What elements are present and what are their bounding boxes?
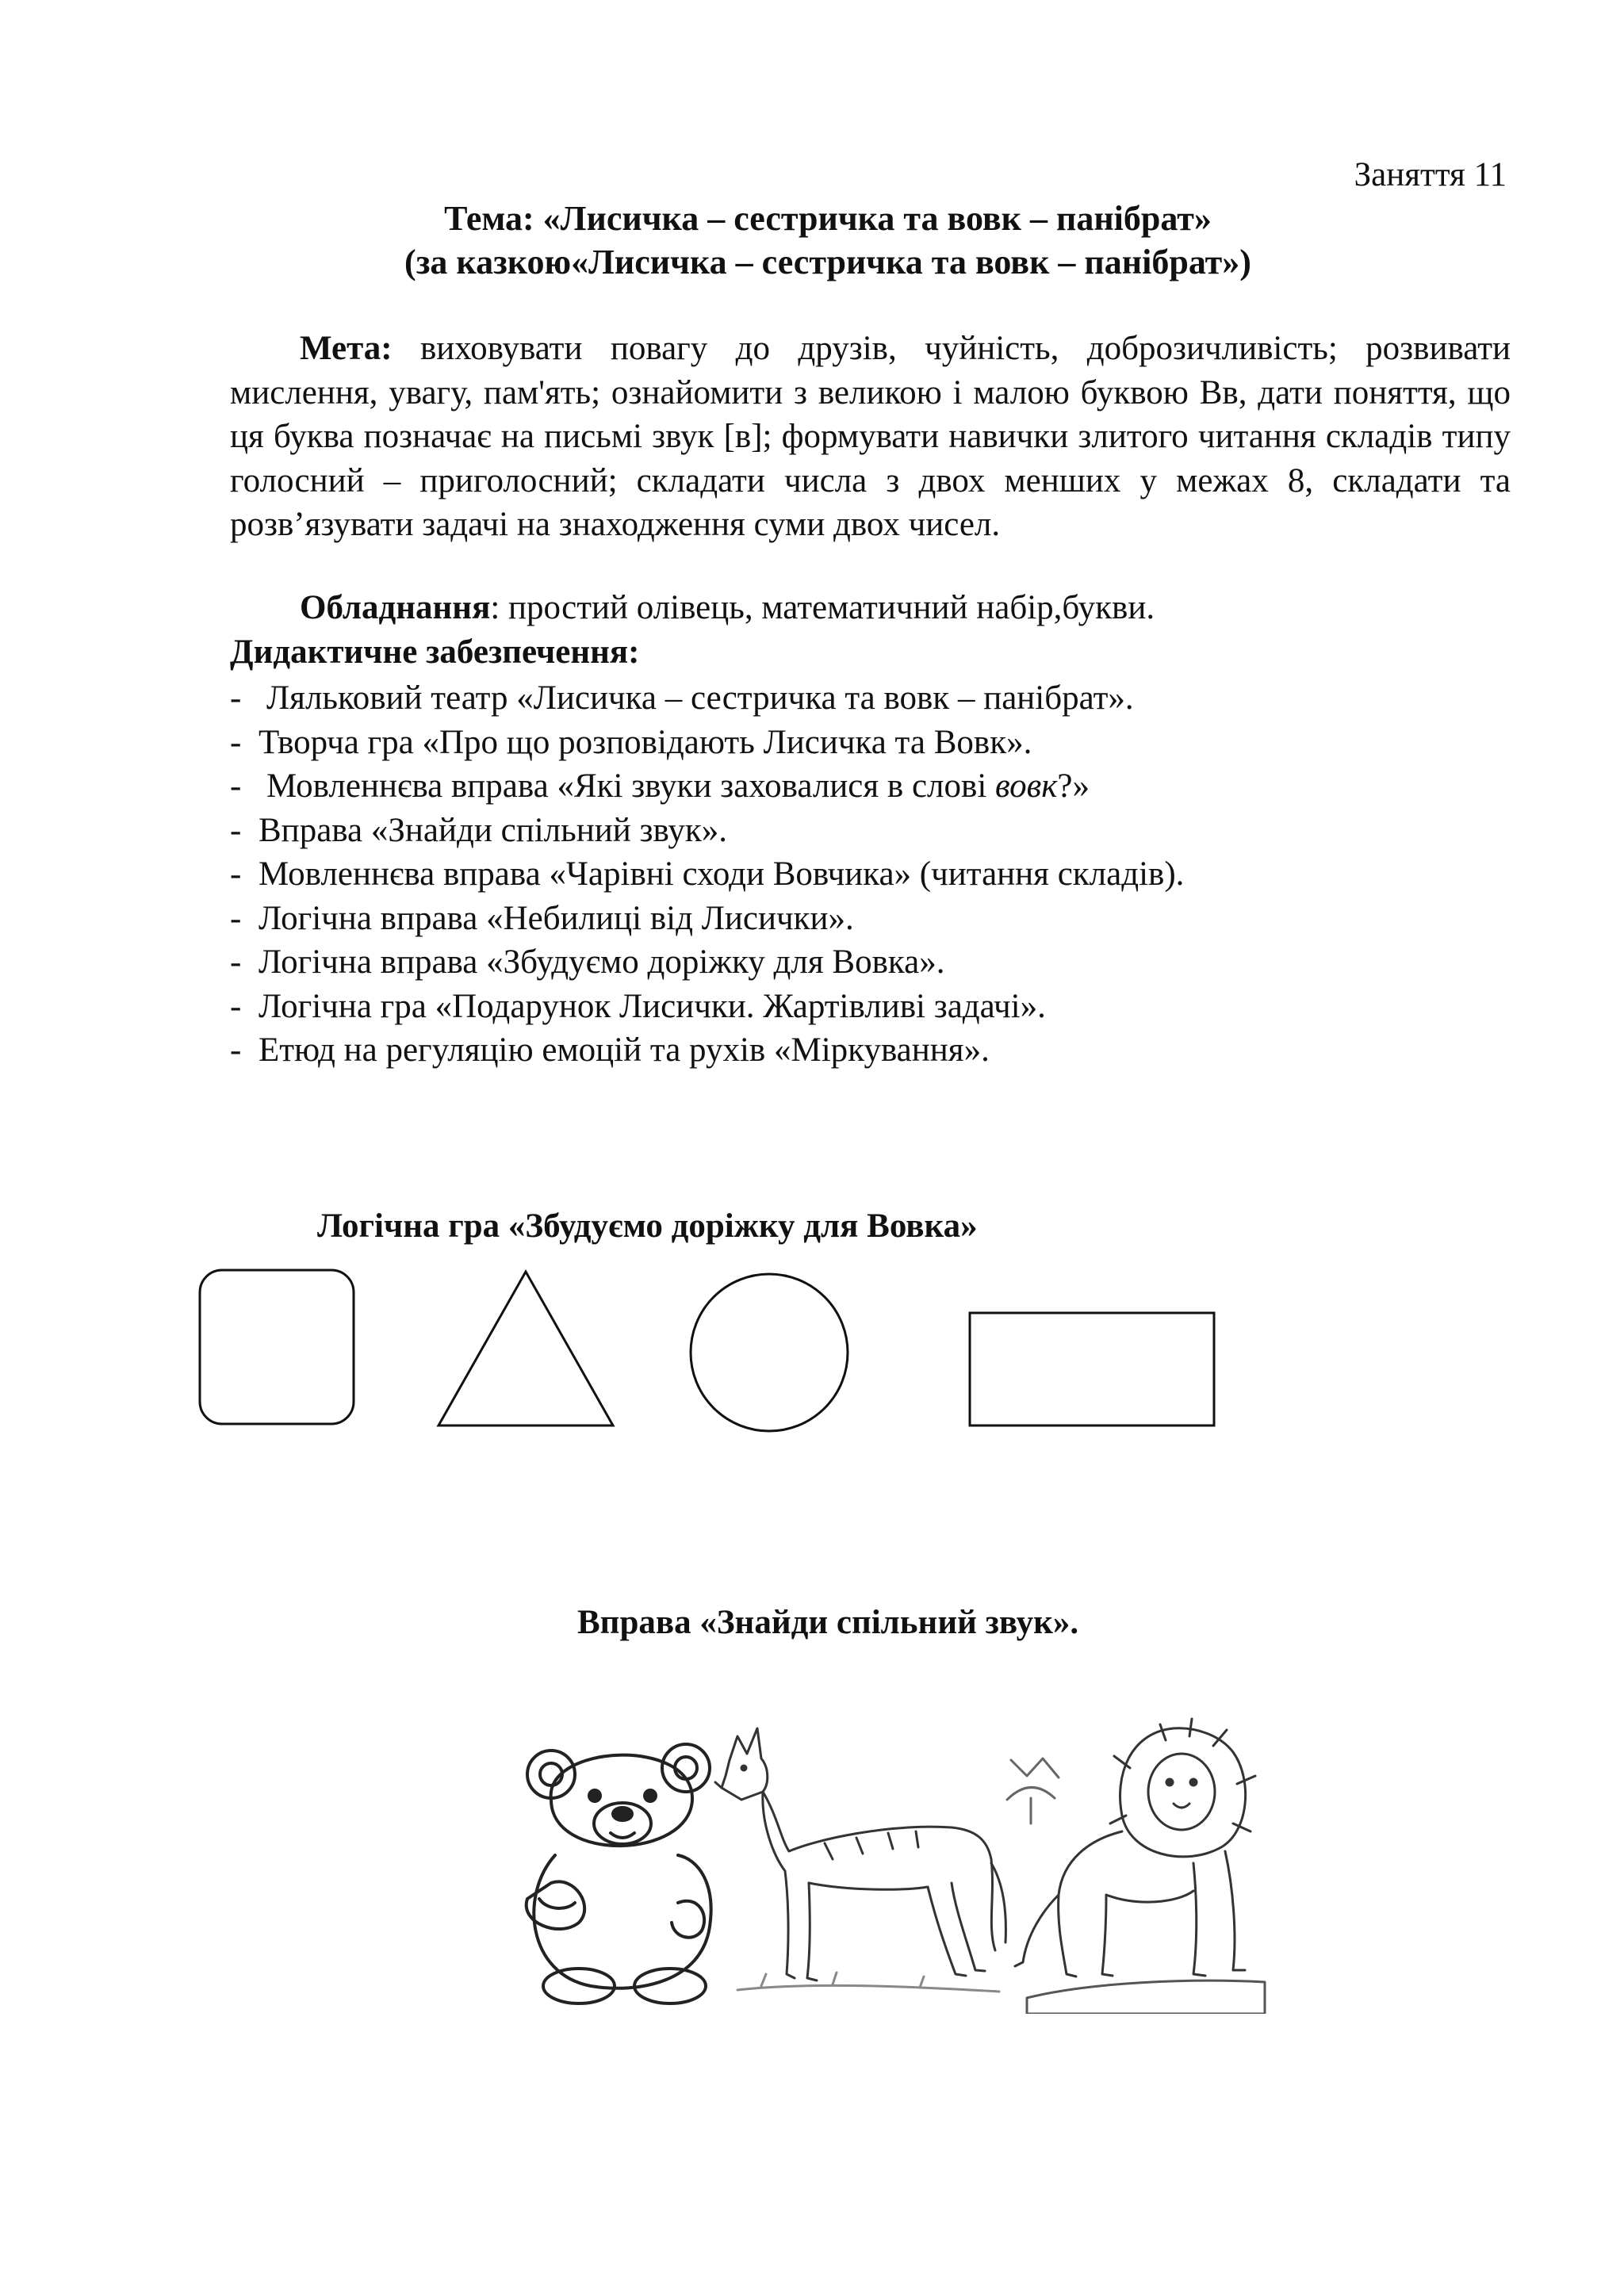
- list-dash: -: [230, 943, 242, 981]
- list-item-text: Вправа «Знайди спільний звук».: [259, 811, 727, 849]
- bear-icon: [519, 1712, 726, 2014]
- list-dash: -: [230, 811, 242, 849]
- equipment-label: Обладнання: [300, 589, 491, 626]
- goal-paragraph: [230, 327, 1511, 547]
- list-item: [230, 940, 1184, 985]
- topic-title: Тема: «Лисичка – сестричка та вовк – панібрат»: [444, 199, 1212, 238]
- list-item-text-start: Мовленнєва вправа «Які звуки заховалися в слові: [266, 767, 996, 805]
- list-dash: -: [230, 723, 242, 761]
- goal-text: виховувати повагу до друзів, чуйність, доброзичливість; розвивати мислення, увагу, пам'ять; ознайомити з великою і малою буквою Вв, дати поняття, що ця буква позначає на письмі звук [в]; формувати навички злитого читання складів типу голосний – приголосний; складати числа з двох менших у межах 8, складати та розв’язувати задачі на знаходження суми двох чисел.: [230, 330, 1511, 543]
- list-item: [230, 985, 1184, 1029]
- triangle-shape: [439, 1272, 613, 1425]
- list-item-text: [259, 764, 1090, 809]
- list-dash: -: [230, 987, 242, 1025]
- list-item: [230, 852, 1184, 897]
- list-dash: -: [230, 1031, 242, 1069]
- list-item-text: Ляльковий театр «Лисичка – сестричка та вовк – панібрат».: [266, 679, 1134, 717]
- source-subtitle: (за казкою«Лисичка – сестричка та вовк – панібрат»): [404, 243, 1251, 281]
- sound-exercise-heading: Вправа «Знайди спільний звук».: [577, 1604, 1079, 1641]
- list-dash: -: [230, 679, 242, 717]
- list-item: [230, 809, 1184, 853]
- list-dash: -: [230, 855, 242, 893]
- list-item: [230, 721, 1184, 765]
- list-item: [230, 897, 1184, 941]
- list-item: [230, 676, 1184, 721]
- rounded-square-shape: [200, 1270, 354, 1424]
- lesson-number: Заняття 11: [1354, 156, 1507, 193]
- list-item-text: Мовленнєва вправа «Чарівні сходи Вовчика» (читання складів).: [259, 855, 1185, 893]
- circle-shape: [691, 1274, 848, 1431]
- rectangle-shape: [970, 1313, 1214, 1425]
- italic-word: вовк: [995, 767, 1058, 805]
- list-item-text: Етюд на регуляцію емоцій та рухів «Міркування».: [259, 1031, 990, 1069]
- list-item-text: Логічна гра «Подарунок Лисички. Жартівливі задачі».: [259, 987, 1046, 1025]
- list-item: [230, 1028, 1184, 1073]
- logic-game-heading: Логічна гра «Збудуємо доріжку для Вовка»: [317, 1207, 978, 1245]
- equipment-line: [300, 588, 1155, 627]
- didactic-heading: Дидактичне забезпечення:: [230, 633, 640, 671]
- goal-label: Мета:: [300, 330, 393, 367]
- list-item-text: Творча гра «Про що розповідають Лисичка та Вовк».: [259, 723, 1032, 761]
- list-item: [230, 764, 1184, 809]
- list-item-text-end: ?»: [1057, 767, 1090, 805]
- shapes-row: [0, 1237, 1624, 1451]
- list-dash: -: [230, 899, 242, 937]
- list-dash: -: [230, 767, 242, 805]
- equipment-text: : простий олівець, математичний набір,букви.: [490, 589, 1155, 626]
- wolf-icon: [714, 1712, 1011, 2014]
- list-item-text: Логічна вправа «Небилиці від Лисички».: [259, 899, 854, 937]
- list-item-text: Логічна вправа «Збудуємо доріжку для Вовка».: [259, 943, 945, 981]
- didactic-list: [230, 676, 1184, 1073]
- lion-icon: [995, 1712, 1269, 2014]
